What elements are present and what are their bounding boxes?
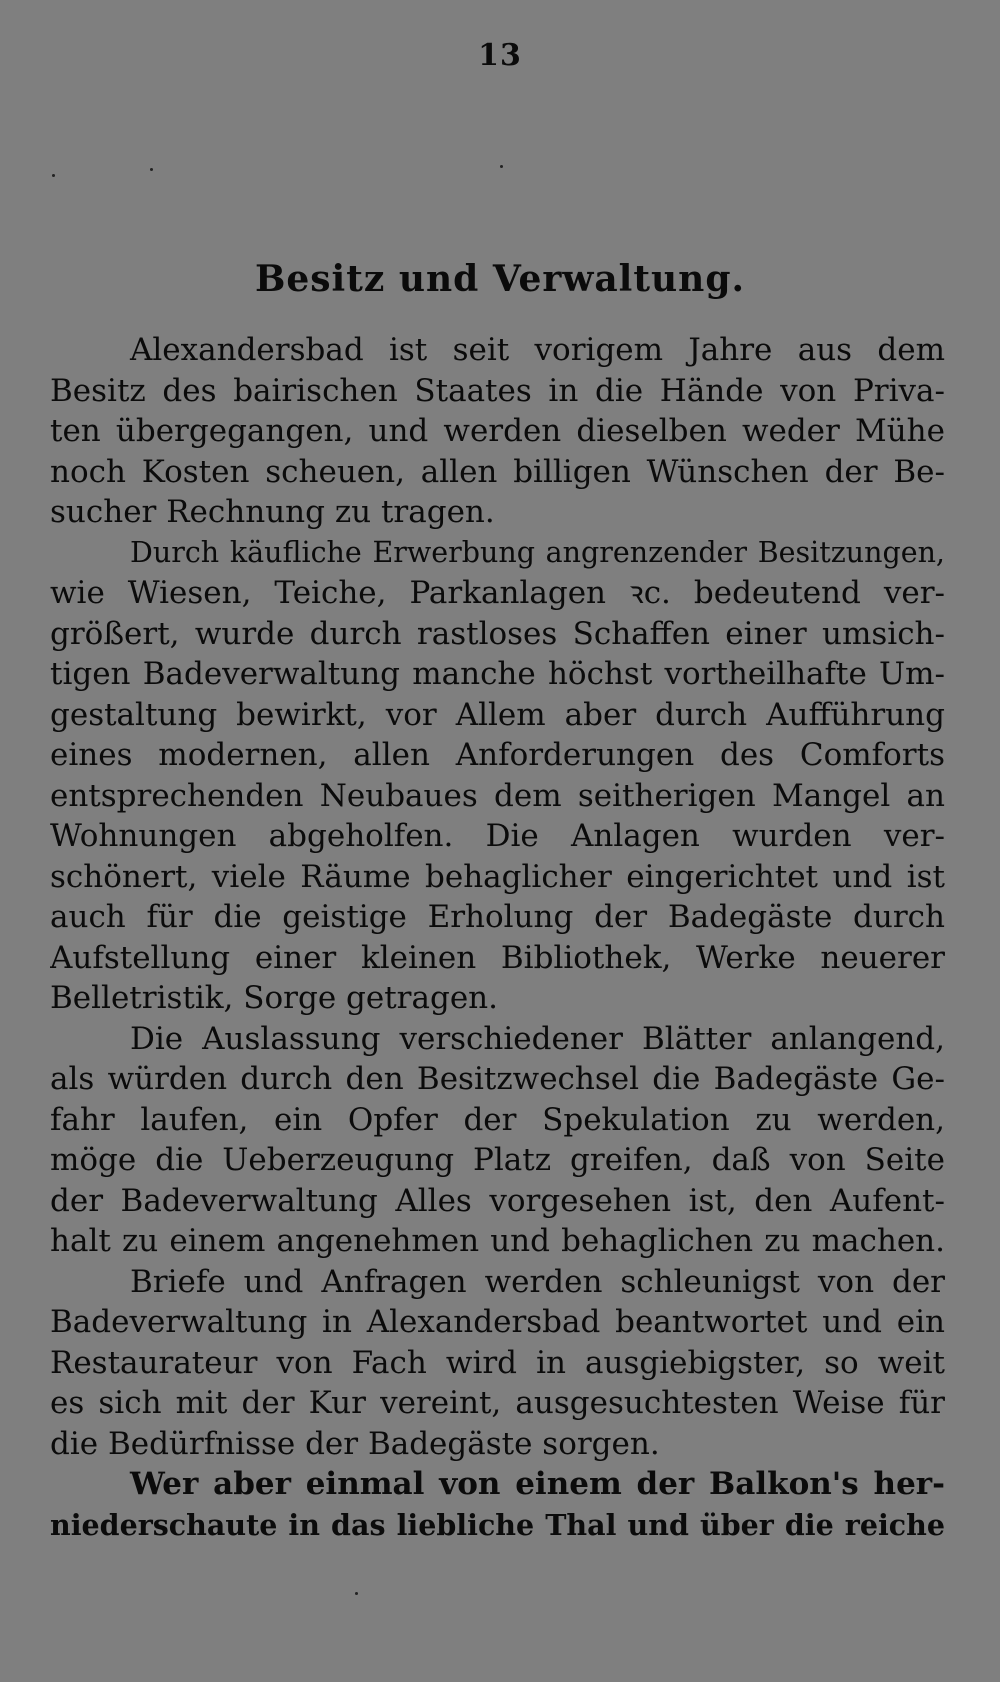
text-line: Aufstellung einer kleinen Bibliothek, Werke neuerer [50, 939, 945, 976]
text-line: eines modernen, allen Anforderungen des Comforts [50, 737, 945, 773]
text-line: Badeverwaltung in Alexandersbad beantwortet und ein [50, 1304, 945, 1340]
text-line: halt zu einem angenehmen und behaglichen zu machen. [50, 1223, 945, 1259]
text-line: Besitz des bairischen Staates in die Hände von Priva- [50, 372, 945, 409]
text-line: ten übergegangen, und werden dieselben weder Mühe [50, 413, 945, 449]
print-speck [355, 1592, 358, 1595]
text-line: als würden durch den Besitzwechsel die Badegäste Ge- [50, 1061, 945, 1097]
section-heading: Besitz und Verwaltung. [254, 258, 746, 300]
text-line: fahr laufen, ein Opfer der Spekulation zu werden, [50, 1101, 945, 1138]
body-text [50, 330, 945, 1545]
text-line: die Bedürfnisse der Badegäste sorgen. [50, 1425, 660, 1462]
text-line: es sich mit der Kur vereint, ausgesuchtesten Weise für [50, 1385, 945, 1421]
text-line: größert, wurde durch rastloses Schaffen einer umsich- [50, 615, 945, 652]
print-speck [52, 174, 55, 177]
text-line: der Badeverwaltung Alles vorgesehen ist, den Aufent- [50, 1182, 945, 1219]
text-line: auch für die geistige Erholung der Badegäste durch [50, 899, 945, 935]
text-line: Die Auslassung verschiedener Blätter anlangend, [130, 1020, 945, 1057]
text-line: Wer aber einmal von einem der Balkon's her- [130, 1466, 945, 1502]
text-line: Wohnungen abgeholfen. Die Anlagen wurden ver- [50, 818, 945, 854]
text-line: gestaltung bewirkt, vor Allem aber durch Aufführung [50, 696, 945, 733]
text-line: Briefe und Anfragen werden schleunigst von der [130, 1263, 945, 1300]
text-line: Belletristik, Sorge getragen. [50, 980, 498, 1016]
text-line: sucher Rechnung zu tragen. [50, 494, 495, 530]
page-number: 13 [478, 38, 522, 73]
text-line: niederschaute in das liebliche Thal und über die reiche [50, 1507, 945, 1542]
text-line: noch Kosten scheuen, allen billigen Wünschen der Be- [50, 453, 945, 490]
text-line: schönert, viele Räume behaglicher eingerichtet und ist [50, 858, 945, 895]
text-line: Durch käufliche Erwerbung angrenzender Besitzungen, [130, 535, 945, 569]
text-line: wie Wiesen, Teiche, Parkanlagen ꝛc. bedeutend ver- [50, 575, 945, 611]
text-line: entsprechenden Neubaues dem seitherigen Mangel an [50, 777, 945, 814]
text-line: möge die Ueberzeugung Platz greifen, daß von Seite [50, 1142, 945, 1178]
print-speck [150, 168, 153, 171]
text-line: Alexandersbad ist seit vorigem Jahre aus dem [130, 332, 945, 368]
text-line: Restaurateur von Fach wird in ausgiebigster, so weit [50, 1344, 945, 1381]
text-line: tigen Badeverwaltung manche höchst vortheilhafte Um- [50, 656, 945, 692]
print-speck [500, 165, 503, 168]
